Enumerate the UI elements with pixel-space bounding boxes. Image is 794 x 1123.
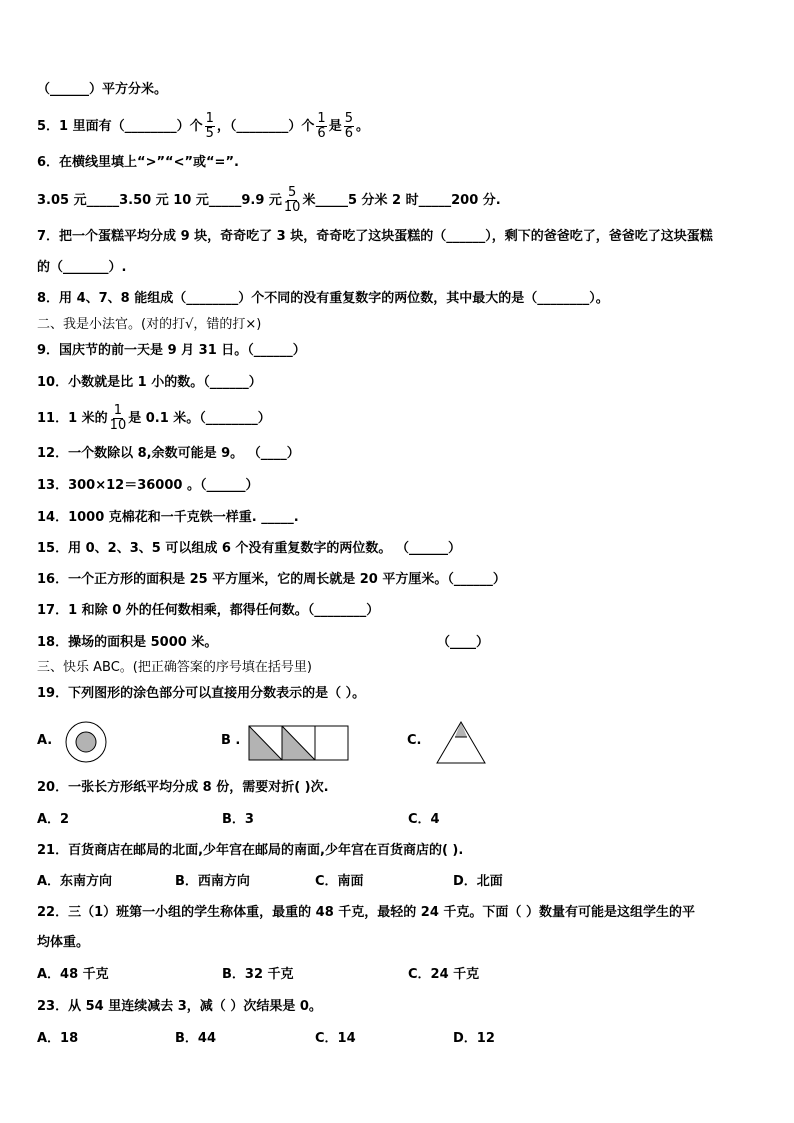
question-11 [37,404,271,433]
question-10: 10．小数就是比 1 小的数。（______） [37,375,262,390]
q19-option-c: C. [407,733,422,748]
question-23: 23．从 54 里连续减去 3，减（ ）次结果是 0。 [37,999,322,1014]
numerator: 1 [205,111,214,126]
numerator: 5 [288,185,297,200]
question-16: 16．一个正方形的面积是 25 平方厘米，它的周长就是 20 平方厘米。（______） [37,572,506,587]
squares-figure [248,725,351,761]
denominator: 6 [344,126,353,141]
denominator: 6 [317,126,326,141]
q20-option-c: C．4 [408,812,440,827]
question-8: 8．用 4、7、8 能组成（________）个不同的没有重复数字的两位数，其中最大的是（________）。 [37,291,609,306]
q23-option-c: C．14 [315,1031,356,1046]
q22-option-a: A．48 千克 [37,967,109,982]
q18-blank: （____） [437,635,490,650]
q21-option-a: A．东南方向 [37,874,113,889]
fraction [284,186,301,215]
q5-text: 是 [328,119,342,134]
denominator: 10 [283,200,301,215]
fraction [344,112,354,141]
question-20: 20．一张长方形纸平均分成 8 份，需要对折( )次. [37,780,329,795]
q7-line2: 的（_______）. [37,260,127,275]
question-17: 17．1 和除 0 外的任何数相乘，都得任何数。（________） [37,603,380,618]
q6-text: 米_____5 分米 2 时_____200 分. [302,193,501,208]
numerator: 1 [113,403,123,418]
q23-option-d: D．12 [453,1031,495,1046]
question-15: 15．用 0、2、3、5 可以组成 6 个没有重复数字的两位数。 （______） [37,541,461,556]
triangle-figure [435,721,487,765]
q21-option-d: D．北面 [453,874,503,889]
numerator: 5 [344,111,353,126]
section-2-heading: 二、我是小法官。(对的打√，错的打×) [37,317,262,332]
q5-text: ，（________）个 [216,119,315,134]
q20-option-a: A．2 [37,812,70,827]
denominator: 10 [109,418,127,433]
question-18: 18．操场的面积是 5000 米。 [37,635,218,650]
question-13: 13．300×12＝36000 。（______） [37,478,259,493]
q6-text: 3.05 元_____3.50 元 10 元_____9.9 元 [37,193,282,208]
fraction [110,404,127,433]
question-21: 21．百货商店在邮局的北面,少年宫在邮局的南面,少年宫在百货商店的( ). [37,843,464,858]
fraction [205,112,215,141]
q21-option-b: B．西南方向 [175,874,250,889]
q22-line1: 22．三（1）班第一小组的学生称体重，最重的 48 千克，最轻的 24 千克。下面（ ）数量有可能是这组学生的平 [37,905,695,920]
question-9: 9．国庆节的前一天是 9 月 31 日。（______） [37,343,306,358]
q23-option-a: A．18 [37,1031,79,1046]
q6-items [37,186,501,215]
circle-figure [64,720,108,764]
q6-title: 6．在横线里填上“>”“<”或“=”. [37,155,239,170]
q4-tail: （______）平方分米。 [37,82,168,97]
q23-option-b: B．44 [175,1031,216,1046]
q7-line1: 7．把一个蛋糕平均分成 9 块，奇奇吃了 3 块，奇奇吃了这块蛋糕的（______），剩下的爸爸吃了，爸爸吃了这块蛋糕 [37,229,713,244]
numerator: 1 [317,111,326,126]
q20-option-b: B．3 [222,812,254,827]
question-5 [37,112,369,141]
q5-text: 。 [356,119,370,134]
denominator: 5 [205,126,214,141]
fraction [316,112,326,141]
question-14: 14．1000 克棉花和一千克铁一样重. _____. [37,510,299,525]
q11-text: 是 0.1 米。（________） [128,411,271,426]
question-12: 12．一个数除以 8,余数可能是 9。 （____） [37,446,300,461]
q22-option-c: C．24 千克 [408,967,480,982]
question-19: 19．下列图形的涂色部分可以直接用分数表示的是（ ）。 [37,686,366,701]
q22-line2: 均体重。 [37,935,90,950]
q5-text: 5．1 里面有（________）个 [37,119,203,134]
q11-text: 11．1 米的 [37,411,108,426]
q19-option-b: B . [221,733,241,748]
section-3-heading: 三、快乐 ABC。(把正确答案的序号填在括号里) [37,660,312,675]
q19-option-a: A. [37,733,53,748]
q22-option-b: B．32 千克 [222,967,294,982]
q21-option-c: C．南面 [315,874,364,889]
